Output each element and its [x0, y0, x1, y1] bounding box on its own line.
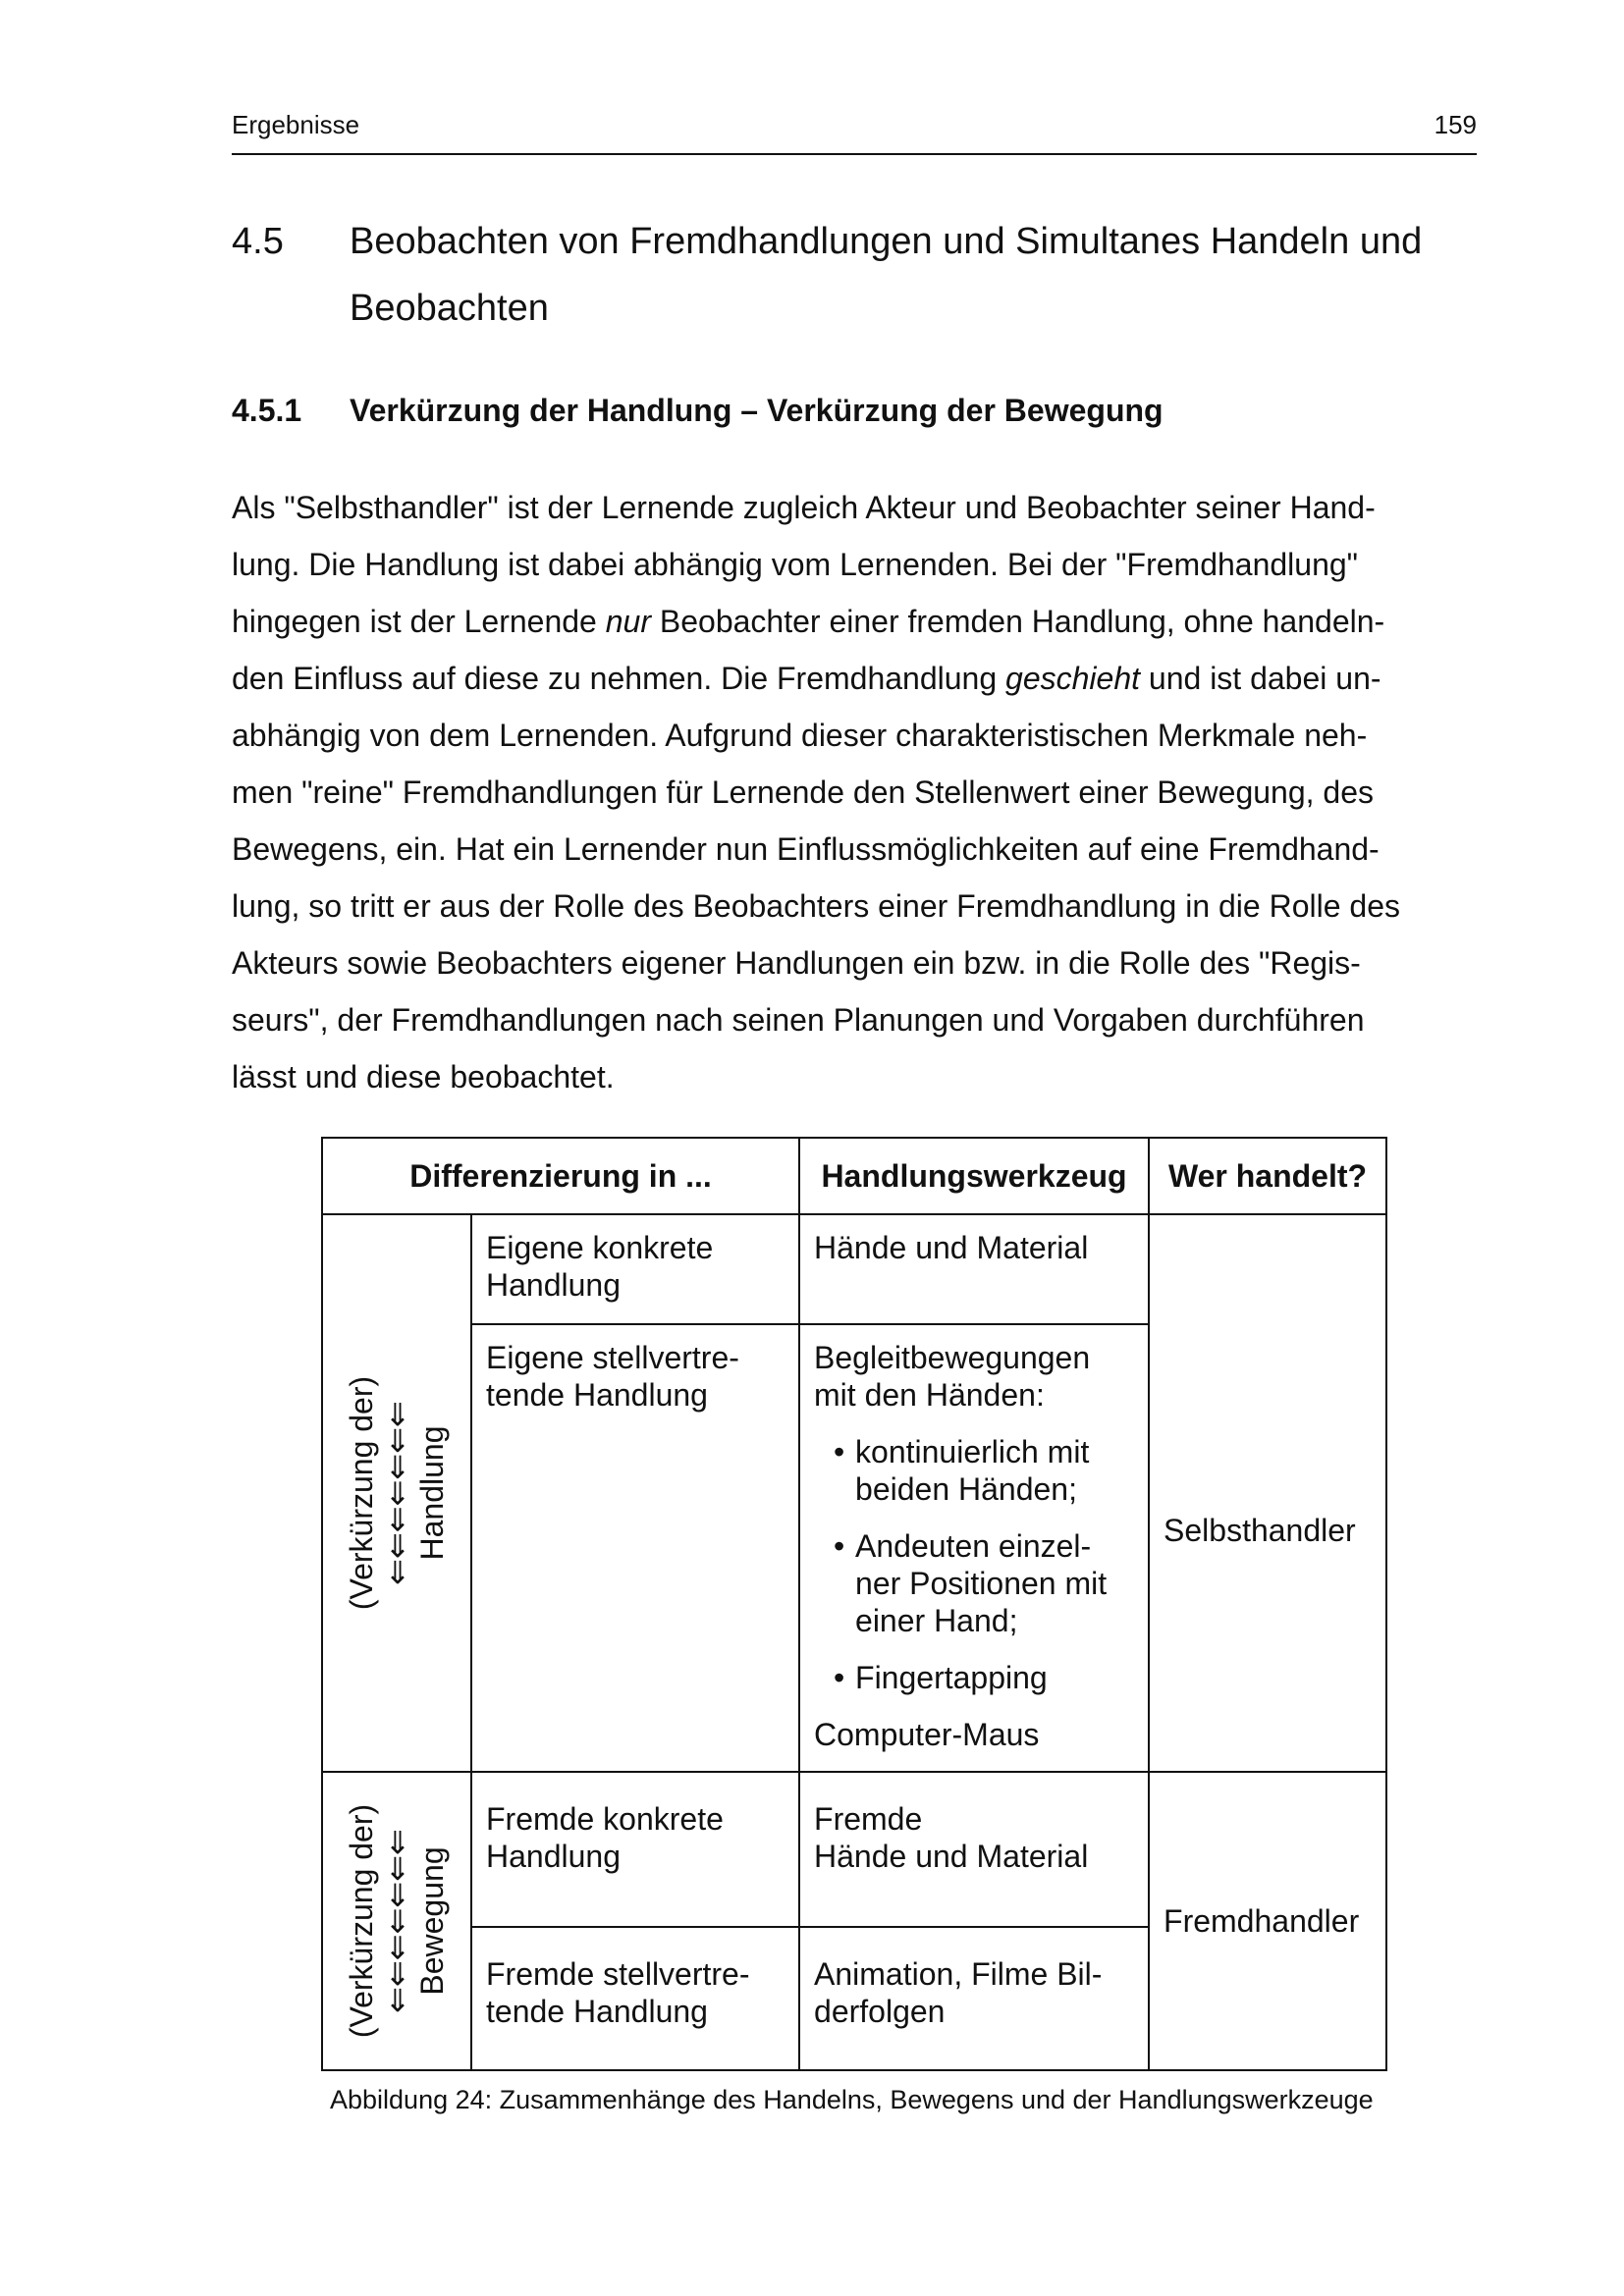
paragraph-line: seurs", der Fremdhandlungen nach seinen Planungen und Vorgaben durchführen [232, 1002, 1365, 1038]
cell-diff [471, 1772, 799, 1927]
cell-text: derfolgen [814, 1994, 946, 2029]
cell-text: ner Positionen mit [855, 1566, 1108, 1601]
text-run: und ist dabei un- [1140, 661, 1381, 696]
arrow-chain: ⇐⇐⇐⇐⇐⇐⇐ [379, 1829, 414, 2013]
cell-text: Andeuten einzel- [855, 1528, 1092, 1564]
paragraph-line [232, 650, 1498, 707]
paragraph-line: Als "Selbsthandler" ist der Lernende zugleich Akteur und Beobachter seiner Hand- [232, 490, 1376, 525]
paragraph-line: lässt und diese beobachtet. [232, 1059, 615, 1095]
list-item [834, 1433, 1134, 1508]
cell-tool: Hände und Material [799, 1214, 1149, 1324]
subsection-number: 4.5.1 [232, 393, 302, 428]
cell-text: Fremde konkrete [486, 1801, 724, 1837]
paragraph-line: men "reine" Fremdhandlungen für Lernende den Stellenwert einer Bewegung, des [232, 774, 1375, 810]
bullet-list [834, 1433, 1134, 1696]
subsection-title: Verkürzung der Handlung – Verkürzung der Bewegung [350, 393, 1164, 428]
page-number: 159 [1434, 110, 1477, 139]
paragraph-line [232, 593, 1498, 650]
figure-caption: Abbildung 24: Zusammenhänge des Handelns, Bewegens und der Handlungswerkzeuge [330, 2085, 1374, 2114]
label-text: (Verkürzung der) [344, 1803, 379, 2039]
header-section: Ergebnisse [232, 110, 360, 139]
cell-text: Eigene stellvertre- [486, 1340, 739, 1375]
cell-tool [799, 1324, 1149, 1772]
section-title-line-1: Beobachten von Fremdhandlungen und Simultanes Handeln und [350, 221, 1423, 262]
cell-text: Handlung [486, 1839, 621, 1874]
paragraph-line: lung. Die Handlung ist dabei abhängig vom Lernenden. Bei der "Fremdhandlung" [232, 547, 1359, 582]
cell-text: tende Handlung [486, 1994, 708, 2029]
cell-text: tende Handlung [486, 1377, 708, 1413]
section-title-line-2: Beobachten [350, 288, 549, 329]
cell-tool [799, 1772, 1149, 1927]
cell-diff [471, 1927, 799, 2070]
section-heading [232, 208, 1479, 342]
group-label-handlung [322, 1214, 471, 1772]
arrow-chain: ⇐⇐⇐⇐⇐⇐⇐ [379, 1401, 414, 1585]
list-item: • Fingertapping [834, 1659, 1134, 1696]
body-paragraph [232, 479, 1498, 1105]
cell-who-fremdhandler: Fremdhandler [1149, 1772, 1386, 2070]
emphasis-geschieht: geschieht [1005, 661, 1141, 696]
header-differenzierung: Differenzierung in ... [322, 1138, 799, 1214]
cell-text: Handlung [486, 1267, 621, 1303]
rotated-label [344, 1804, 450, 2038]
emphasis-nur: nur [605, 604, 651, 639]
cell-diff [471, 1214, 799, 1324]
cell-diff [471, 1324, 799, 1772]
cell-text: Eigene konkrete [486, 1230, 714, 1265]
paragraph-line: abhängig von dem Lernenden. Aufgrund dieser charakteristischen Merkmale neh- [232, 718, 1368, 753]
text-run: den Einfluss auf diese zu nehmen. Die Fremdhandlung [232, 661, 1006, 696]
text-run: hingegen ist der Lernende [232, 604, 606, 639]
figure-table [321, 1137, 1387, 2071]
text-run: Beobachter einer fremden Handlung, ohne handeln- [650, 604, 1385, 639]
rotated-label [344, 1376, 450, 1610]
label-text: (Verkürzung der) [344, 1375, 379, 1611]
cell-text: Begleitbewegungen [814, 1340, 1091, 1375]
label-text: Handlung [414, 1425, 450, 1561]
cell-text: mit den Händen: [814, 1377, 1045, 1413]
header-wer-handelt: Wer handelt? [1149, 1138, 1386, 1214]
cell-text: Fremde [814, 1801, 923, 1837]
cell-text: Hände und Material [814, 1839, 1089, 1874]
cell-text: Fremde stellvertre- [486, 1956, 750, 1992]
running-header [232, 110, 1477, 155]
header-handlungswerkzeug: Handlungswerkzeug [799, 1138, 1149, 1214]
group-label-bewegung [322, 1772, 471, 2070]
paragraph-line: Bewegens, ein. Hat ein Lernender nun Einflussmöglichkeiten auf eine Fremdhand- [232, 831, 1380, 867]
section-number: 4.5 [232, 221, 284, 262]
cell-text: Computer-Maus [814, 1717, 1040, 1752]
cell-text: kontinuierlich mit [855, 1434, 1090, 1469]
cell-text: Animation, Filme Bil- [814, 1956, 1103, 1992]
cell-who-selbsthandler: Selbsthandler [1149, 1214, 1386, 1772]
cell-text: einer Hand; [855, 1603, 1018, 1638]
paragraph-line: Akteurs sowie Beobachters eigener Handlungen ein bzw. in die Rolle des "Regis- [232, 945, 1361, 981]
label-text: Bewegung [414, 1846, 450, 1996]
list-item [834, 1527, 1134, 1639]
cell-tool [799, 1927, 1149, 2070]
paragraph-line: lung, so tritt er aus der Rolle des Beobachters einer Fremdhandlung in die Rolle des [232, 888, 1400, 924]
cell-text: beiden Händen; [855, 1471, 1077, 1507]
